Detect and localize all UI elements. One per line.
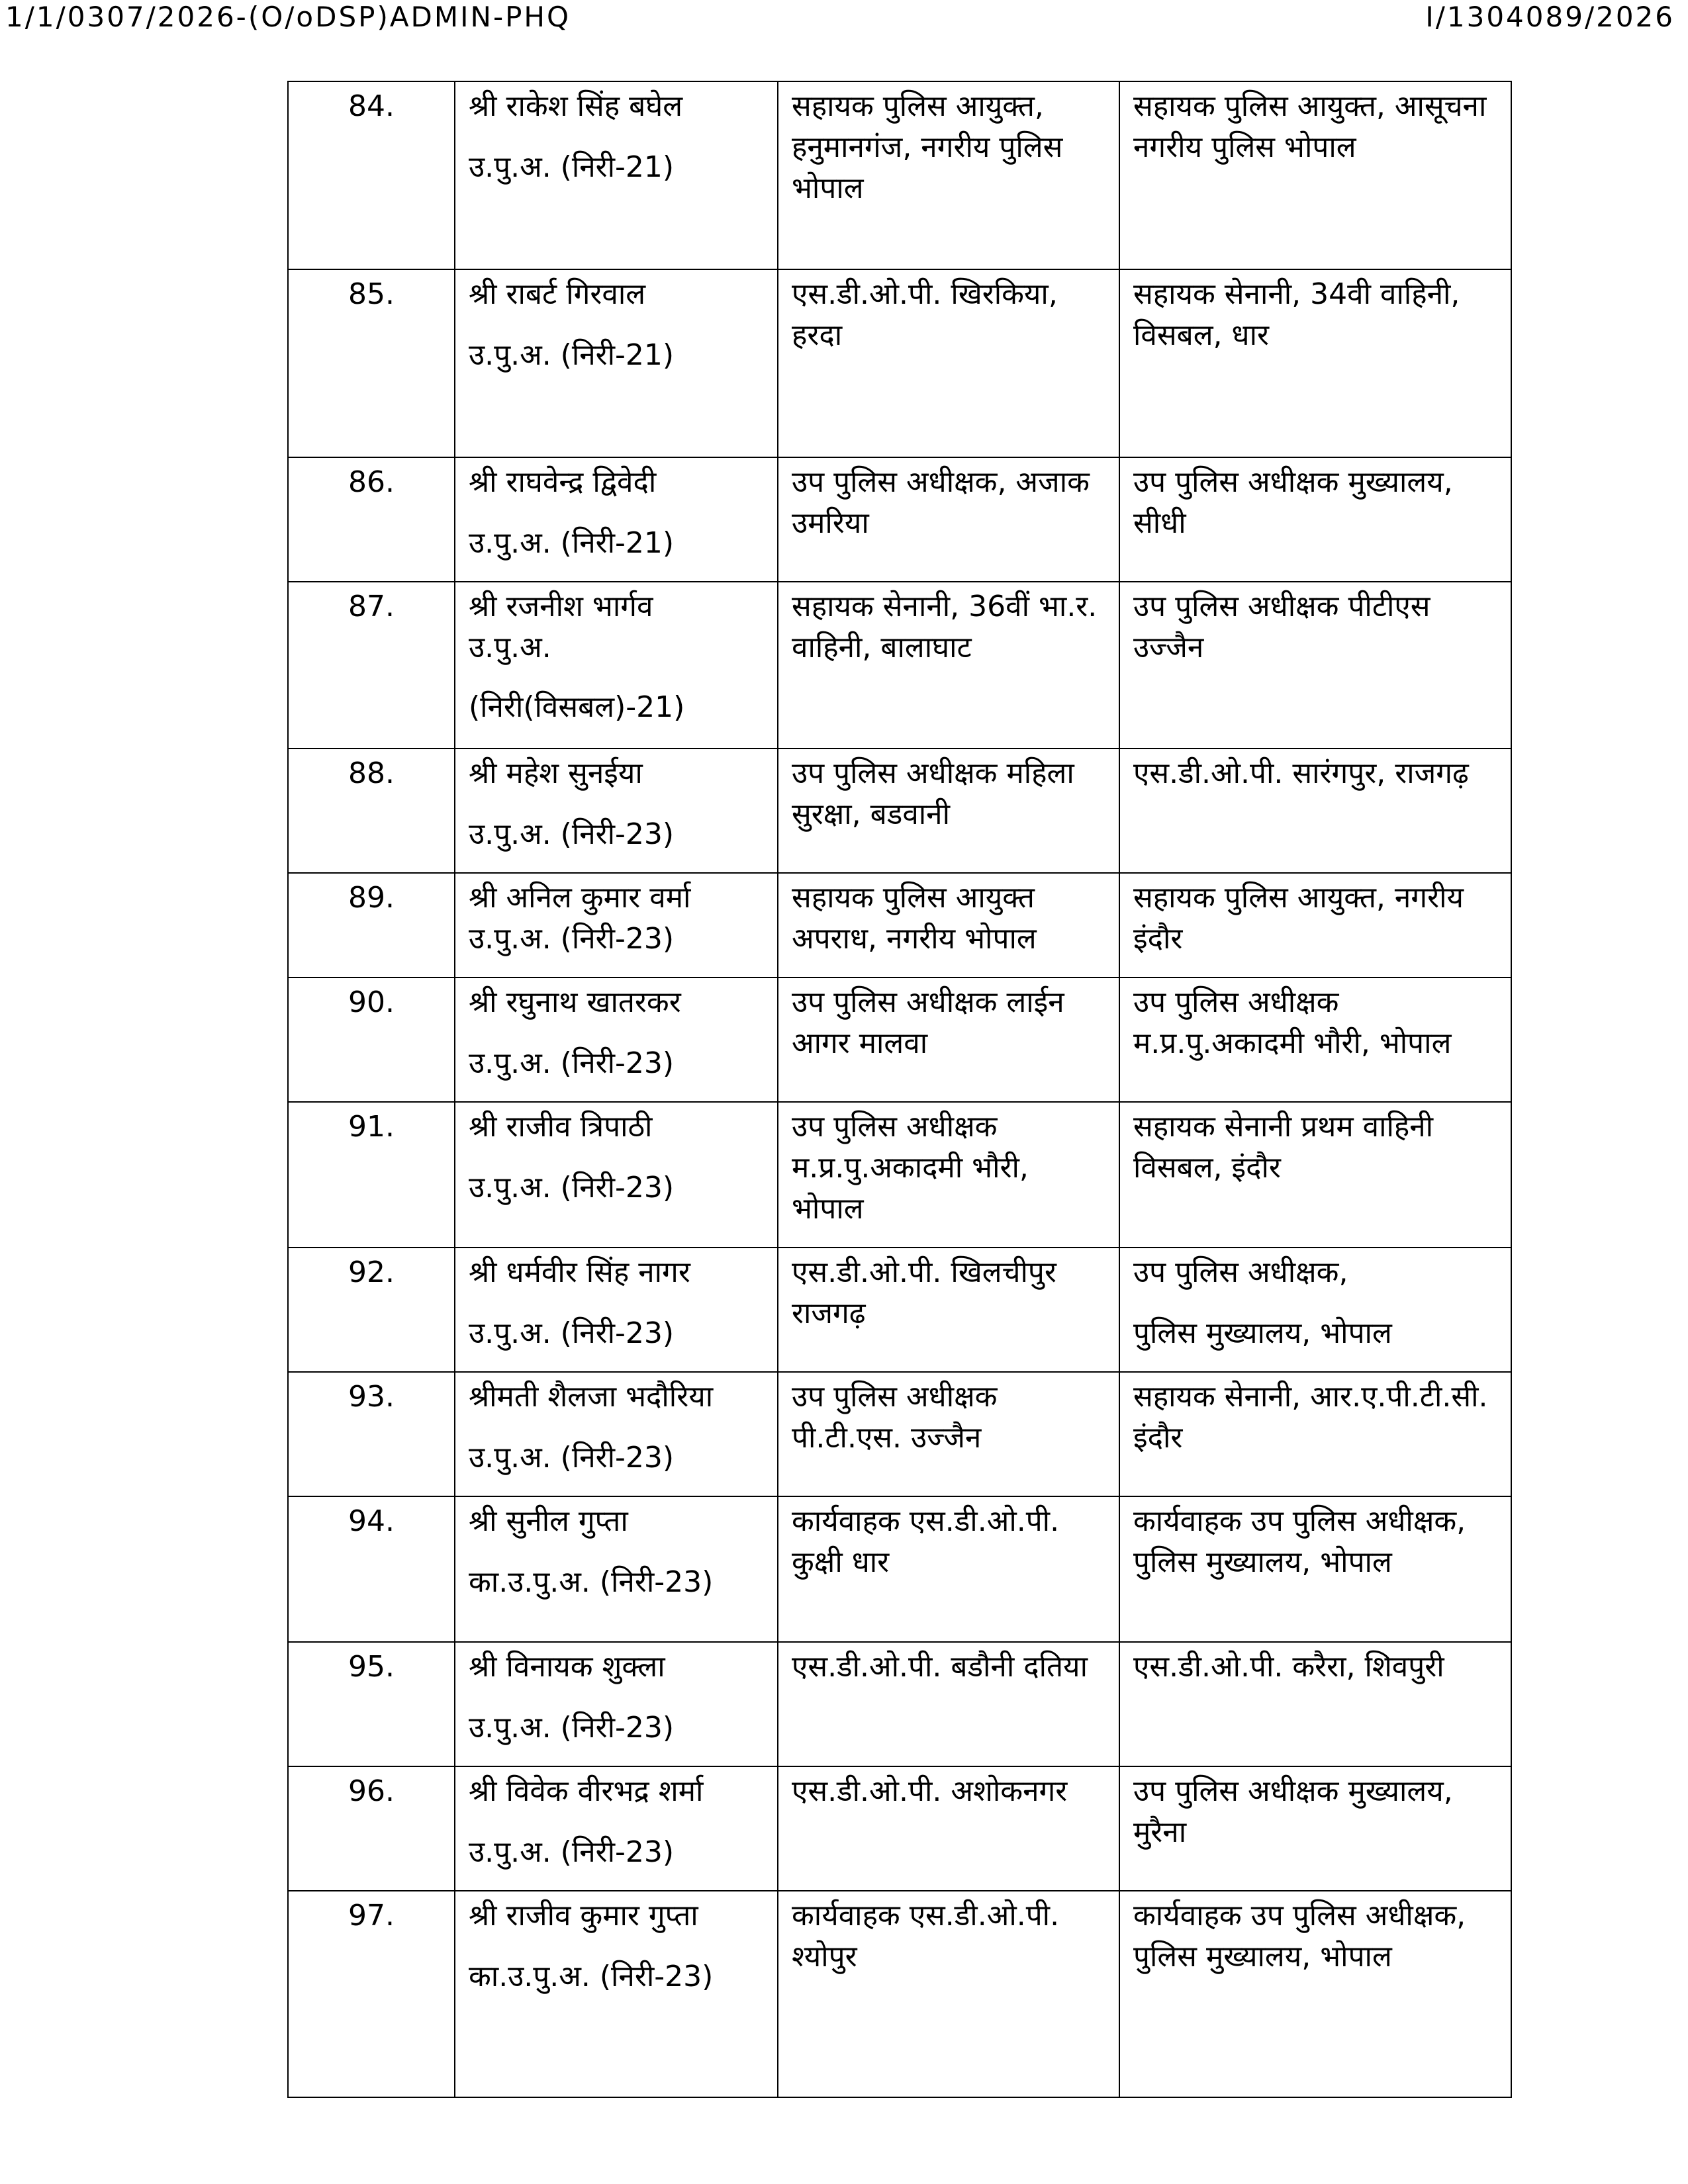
transfer-table (287, 81, 1512, 2098)
new-posting: एस.डी.ओ.पी. करैरा, शिवपुरी (1119, 1642, 1511, 1766)
officer-name: श्री धर्मवीर सिंह नागर (469, 1255, 690, 1289)
table-row (288, 457, 1511, 582)
current-posting: उप पुलिस अधीक्षक पी.टी.एस. उज्जैन (778, 1372, 1119, 1496)
officer-name: श्री रजनीश भार्गव (469, 590, 653, 623)
officer-cell (455, 457, 778, 582)
officer-cell (455, 582, 778, 749)
officer-rank: उ.पु.अ. (निरी-21) (469, 338, 675, 372)
serial-number: 91. (288, 1102, 455, 1248)
serial-number: 97. (288, 1891, 455, 2097)
inward-number: I/1304089/2026 (1425, 1, 1675, 33)
table-row (288, 1248, 1511, 1372)
current-posting: एस.डी.ओ.पी. अशोकनगर (778, 1766, 1119, 1891)
officer-name: श्री राबर्ट गिरवाल (469, 277, 646, 311)
document-reference-number: 1/1/0307/2026-(O/oDSP)ADMIN-PHQ (5, 1, 571, 33)
officer-name: श्री राजीव त्रिपाठी (469, 1110, 653, 1144)
serial-number: 87. (288, 582, 455, 749)
serial-number: 92. (288, 1248, 455, 1372)
serial-number: 88. (288, 749, 455, 873)
current-posting: उप पुलिस अधीक्षक, अजाक उमरिया (778, 457, 1119, 582)
serial-number: 84. (288, 81, 455, 269)
new-posting-office: पुलिस मुख्यालय, भोपाल (1133, 1316, 1392, 1350)
officer-cell (455, 1248, 778, 1372)
officer-name: श्री विवेक वीरभद्र शर्मा (469, 1774, 704, 1808)
current-posting: कार्यवाहक एस.डी.ओ.पी. श्योपुर (778, 1891, 1119, 2097)
table-row (288, 1891, 1511, 2097)
officer-rank: उ.पु.अ. (469, 631, 551, 664)
current-posting: उप पुलिस अधीक्षक लाईन आगर मालवा (778, 978, 1119, 1102)
table-row (288, 1102, 1511, 1248)
new-posting: कार्यवाहक उप पुलिस अधीक्षक, पुलिस मुख्यालय, भोपाल (1119, 1496, 1511, 1642)
current-posting: एस.डी.ओ.पी. खिरकिया, हरदा (778, 269, 1119, 457)
officer-rank-unit: (निरी(विसबल)-21) (469, 690, 685, 724)
officer-rank: का.उ.पु.अ. (निरी-23) (469, 1960, 714, 1993)
officer-name: श्री सुनील गुप्ता (469, 1504, 628, 1538)
officer-name: श्री अनिल कुमार वर्मा (469, 881, 691, 915)
new-posting: कार्यवाहक उप पुलिस अधीक्षक, पुलिस मुख्यालय, भोपाल (1119, 1891, 1511, 2097)
table-row (288, 1642, 1511, 1766)
serial-number: 93. (288, 1372, 455, 1496)
table-row (288, 749, 1511, 873)
table-row (288, 1496, 1511, 1642)
officer-rank: उ.पु.अ. (निरी-23) (469, 1316, 675, 1350)
serial-number: 90. (288, 978, 455, 1102)
officer-rank: उ.पु.अ. (निरी-23) (469, 1711, 675, 1745)
officer-cell (455, 1766, 778, 1891)
officer-rank: उ.पु.अ. (निरी-23) (469, 1046, 675, 1080)
officer-cell (455, 1891, 778, 2097)
officer-rank: उ.पु.अ. (निरी-23) (469, 1171, 675, 1205)
new-posting: सहायक सेनानी प्रथम वाहिनी विसबल, इंदौर (1119, 1102, 1511, 1248)
officer-cell (455, 269, 778, 457)
officer-cell (455, 749, 778, 873)
table-row (288, 1766, 1511, 1891)
serial-number: 94. (288, 1496, 455, 1642)
officer-name: श्री रघुनाथ खातरकर (469, 985, 681, 1019)
serial-number: 96. (288, 1766, 455, 1891)
officer-cell (455, 873, 778, 978)
officer-rank: उ.पु.अ. (निरी-23) (469, 817, 675, 851)
new-posting: सहायक पुलिस आयुक्त, नगरीय इंदौर (1119, 873, 1511, 978)
new-posting: उप पुलिस अधीक्षक मुख्यालय, सीधी (1119, 457, 1511, 582)
new-posting: एस.डी.ओ.पी. सारंगपुर, राजगढ़ (1119, 749, 1511, 873)
officer-rank: उ.पु.अ. (निरी-21) (469, 526, 675, 560)
current-posting: कार्यवाहक एस.डी.ओ.पी. कुक्षी धार (778, 1496, 1119, 1642)
officer-rank: उ.पु.अ. (निरी-23) (469, 922, 675, 956)
new-posting: उप पुलिस अधीक्षक, (1133, 1255, 1348, 1289)
officer-cell (455, 1496, 778, 1642)
new-posting-cell (1119, 1248, 1511, 1372)
table-row (288, 1372, 1511, 1496)
officer-name: श्रीमती शैलजा भदौरिया (469, 1380, 714, 1414)
serial-number: 85. (288, 269, 455, 457)
table-row (288, 81, 1511, 269)
new-posting: सहायक पुलिस आयुक्त, आसूचना नगरीय पुलिस भोपाल (1119, 81, 1511, 269)
table-row (288, 978, 1511, 1102)
new-posting: सहायक सेनानी, आर.ए.पी.टी.सी. इंदौर (1119, 1372, 1511, 1496)
officer-cell (455, 1642, 778, 1766)
serial-number: 86. (288, 457, 455, 582)
officer-cell (455, 81, 778, 269)
officer-rank: उ.पु.अ. (निरी-21) (469, 150, 675, 184)
officer-cell (455, 978, 778, 1102)
officer-cell (455, 1102, 778, 1248)
officer-rank: का.उ.पु.अ. (निरी-23) (469, 1565, 714, 1599)
officer-cell (455, 1372, 778, 1496)
officer-rank: उ.पु.अ. (निरी-23) (469, 1441, 675, 1475)
officer-rank: उ.पु.अ. (निरी-23) (469, 1835, 675, 1869)
officer-name: श्री विनायक शुक्ला (469, 1650, 665, 1684)
serial-number: 95. (288, 1642, 455, 1766)
serial-number: 89. (288, 873, 455, 978)
officer-name: श्री राघवेन्द्र द्विवेदी (469, 465, 657, 499)
officer-name: श्री राजीव कुमार गुप्ता (469, 1899, 698, 1933)
current-posting: एस.डी.ओ.पी. खिलचीपुर राजगढ़ (778, 1248, 1119, 1372)
current-posting: उप पुलिस अधीक्षक महिला सुरक्षा, बडवानी (778, 749, 1119, 873)
current-posting: सहायक पुलिस आयुक्त, हनुमानगंज, नगरीय पुलिस भोपाल (778, 81, 1119, 269)
new-posting: सहायक सेनानी, 34वी वाहिनी, विसबल, धार (1119, 269, 1511, 457)
new-posting: उप पुलिस अधीक्षक म.प्र.पु.अकादमी भौरी, भोपाल (1119, 978, 1511, 1102)
current-posting: सहायक सेनानी, 36वीं भा.र. वाहिनी, बालाघाट (778, 582, 1119, 749)
new-posting: उप पुलिस अधीक्षक पीटीएस उज्जैन (1119, 582, 1511, 749)
table-row (288, 873, 1511, 978)
officer-name: श्री महेश सुनईया (469, 756, 643, 790)
table-row (288, 269, 1511, 457)
table-row (288, 582, 1511, 749)
current-posting: उप पुलिस अधीक्षक म.प्र.पु.अकादमी भौरी, भोपाल (778, 1102, 1119, 1248)
current-posting: सहायक पुलिस आयुक्त अपराध, नगरीय भोपाल (778, 873, 1119, 978)
current-posting: एस.डी.ओ.पी. बडौनी दतिया (778, 1642, 1119, 1766)
officer-name: श्री राकेश सिंह बघेल (469, 89, 683, 123)
new-posting: उप पुलिस अधीक्षक मुख्यालय, मुरैना (1119, 1766, 1511, 1891)
